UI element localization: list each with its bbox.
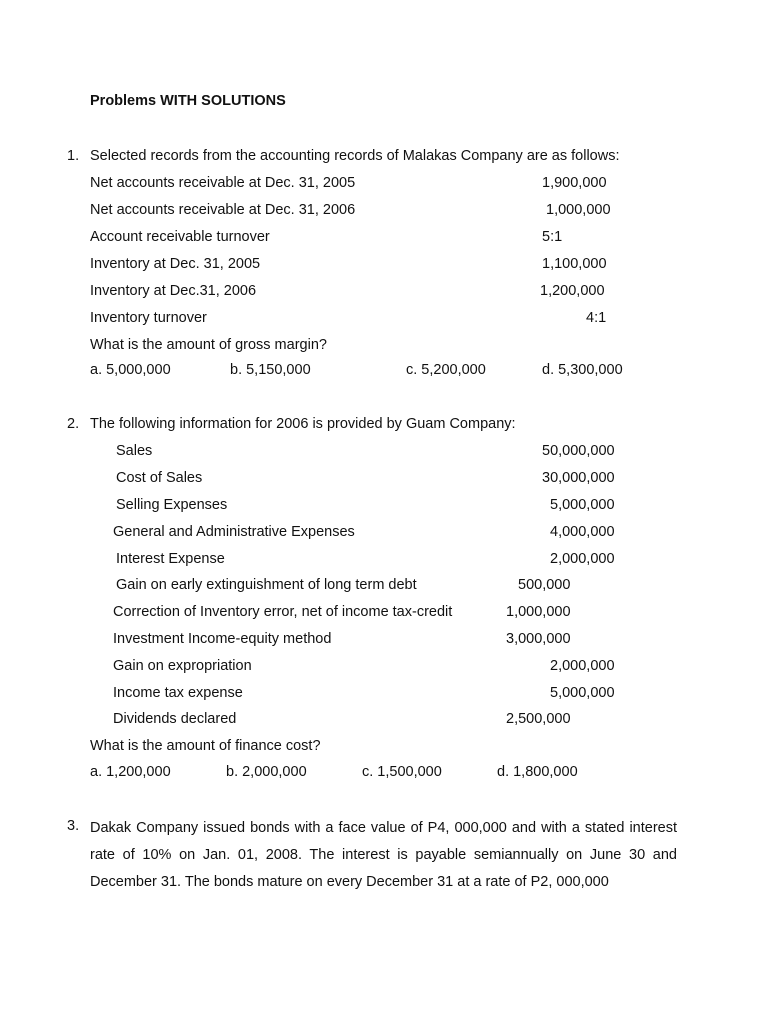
question-text: What is the amount of finance cost? <box>90 738 321 754</box>
answer-option-b: b. 2,000,000 <box>226 764 307 780</box>
answer-option-c: c. 5,200,000 <box>406 362 486 378</box>
answer-option-a: a. 5,000,000 <box>90 362 171 378</box>
record-label: Gain on expropriation <box>113 658 252 674</box>
record-label: Net accounts receivable at Dec. 31, 2005 <box>90 175 356 191</box>
answer-option-c: c. 1,500,000 <box>362 764 442 780</box>
record-label: General and Administrative Expenses <box>113 524 355 540</box>
record-value: 4:1 <box>586 310 607 326</box>
question-number: 3. <box>67 818 80 834</box>
record-value: 1,000,000 <box>506 604 571 620</box>
record-value: 1,200,000 <box>540 283 605 299</box>
answer-option-d: d. 1,800,000 <box>497 764 578 780</box>
record-label: Sales <box>116 443 153 459</box>
record-label: Correction of Inventory error, net of income tax-credit <box>113 604 453 620</box>
record-value: 4,000,000 <box>550 524 615 540</box>
record-label: Gain on early extinguishment of long term debt <box>116 577 417 593</box>
question-text: What is the amount of gross margin? <box>90 337 327 353</box>
record-label: Account receivable turnover <box>90 229 270 245</box>
record-label: Investment Income-equity method <box>113 631 332 647</box>
record-value: 500,000 <box>518 577 571 593</box>
record-label: Income tax expense <box>113 685 243 701</box>
record-label: Inventory at Dec.31, 2006 <box>90 283 257 299</box>
record-label: Inventory turnover <box>90 310 207 326</box>
record-value: 1,000,000 <box>546 202 611 218</box>
record-value: 2,500,000 <box>506 711 571 727</box>
record-value: 2,000,000 <box>550 551 615 567</box>
question-number: 1. <box>67 148 80 164</box>
answer-option-d: d. 5,300,000 <box>542 362 623 378</box>
record-value: 50,000,000 <box>542 443 615 459</box>
record-label: Inventory at Dec. 31, 2005 <box>90 256 261 272</box>
record-value: 3,000,000 <box>506 631 571 647</box>
answer-option-a: a. 1,200,000 <box>90 764 171 780</box>
record-value: 1,900,000 <box>542 175 607 191</box>
question-paragraph: Dakak Company issued bonds with a face value of P4, 000,000 and with a stated interest rate of 10% on Jan. 01, 2008. The interest is payable semiannually on June 30 and December 31. The bonds mature on every December 31 at a rate of P2, 000,000 <box>90 820 677 890</box>
question-intro: The following information for 2006 is provided by Guam Company: <box>90 416 516 432</box>
record-value: 5,000,000 <box>550 685 615 701</box>
record-label: Net accounts receivable at Dec. 31, 2006 <box>90 202 356 218</box>
record-value: 5:1 <box>542 229 563 245</box>
record-label: Selling Expenses <box>116 497 228 513</box>
record-label: Interest Expense <box>116 551 225 567</box>
record-value: 30,000,000 <box>542 470 615 486</box>
page-title: Problems WITH SOLUTIONS <box>90 93 286 109</box>
record-value: 5,000,000 <box>550 497 615 513</box>
record-value: 1,100,000 <box>542 256 607 272</box>
record-label: Cost of Sales <box>116 470 203 486</box>
answer-option-b: b. 5,150,000 <box>230 362 311 378</box>
record-label: Dividends declared <box>113 711 237 727</box>
record-value: 2,000,000 <box>550 658 615 674</box>
question-intro: Selected records from the accounting records of Malakas Company are as follows: <box>90 148 620 164</box>
question-number: 2. <box>67 416 80 432</box>
